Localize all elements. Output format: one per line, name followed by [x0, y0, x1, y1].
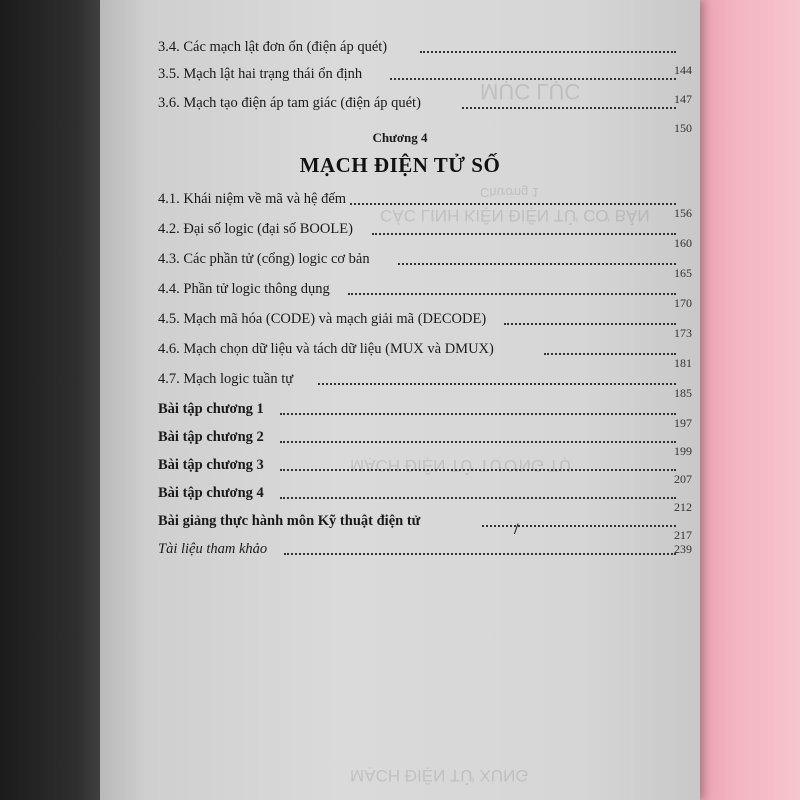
toc-entry: [158, 398, 692, 430]
toc-entry: [158, 308, 692, 340]
toc-entry: [158, 538, 692, 560]
chapter-label: Chương 4: [372, 130, 428, 145]
toc-entry-page: 144: [674, 63, 692, 77]
dot-leader: [398, 263, 676, 265]
dot-leader: [280, 469, 676, 471]
dot-leader: [318, 383, 676, 385]
toc-entry: [158, 510, 692, 542]
toc-entry-label: 4.6. Mạch chọn dữ liệu và tách dữ liệu (MUX và DMUX): [158, 341, 494, 357]
toc-entry-label: Bài tập chương 2: [158, 429, 264, 445]
show-through-title-2: MẠCH ĐIỆN TỬ TƯƠNG TỰ: [350, 456, 574, 475]
toc-entry-label: Bài tập chương 4: [158, 485, 264, 501]
right-background: [695, 0, 800, 800]
dot-leader: [372, 233, 676, 235]
toc-entry-page: 239: [674, 542, 692, 556]
toc-entry-label: Bài tập chương 3: [158, 457, 264, 473]
toc-entry: [158, 368, 692, 400]
toc-entry-label: 4.7. Mạch logic tuần tự: [158, 371, 294, 387]
toc-entry-label: 4.1. Khái niệm về mã và hệ đếm: [158, 191, 347, 207]
dot-leader: [504, 323, 676, 325]
chapter-title: MẠCH ĐIỆN TỬ SỐ: [299, 153, 501, 177]
dot-leader: [284, 553, 676, 555]
toc-entry-page: 147: [674, 92, 692, 106]
toc-entry-label: Tài liệu tham khảo: [158, 541, 268, 557]
toc-entry: [158, 248, 692, 280]
dot-leader: [348, 293, 676, 295]
dot-leader: [420, 51, 676, 53]
toc-entry-label: 4.4. Phần tử logic thông dụng: [158, 281, 330, 297]
left-background: [0, 0, 112, 800]
dot-leader: [280, 497, 676, 499]
toc-entry-label: 4.3. Các phần tử (cổng) logic cơ bản: [158, 251, 370, 267]
dot-leader: [280, 441, 676, 443]
toc-entry-label: 3.4. Các mạch lật đơn ổn (điện áp quét): [158, 39, 388, 55]
toc-entry-page: 160: [674, 236, 692, 250]
toc-entry-label: Bài giảng thực hành môn Kỹ thuật điện tử: [158, 513, 421, 529]
toc-entry-page: 185: [674, 386, 692, 400]
toc-entry: [158, 482, 692, 514]
toc-entry-page: 165: [674, 266, 692, 280]
pencil-mark: /: [514, 521, 519, 538]
toc-entry-label: Bài tập chương 1: [158, 401, 264, 417]
toc-entry-label: 3.5. Mạch lật hai trạng thái ổn định: [158, 66, 363, 82]
toc-entry-page: 156: [674, 206, 692, 220]
dot-leader: [390, 78, 676, 80]
toc-entry: [158, 426, 692, 458]
toc-entry: [158, 63, 692, 85]
toc-entry-page: 150: [674, 121, 692, 135]
dot-leader: [544, 353, 676, 355]
toc-entry: [158, 338, 692, 370]
toc-entry-label: 4.2. Đại số logic (đại số BOOLE): [158, 221, 353, 237]
toc-entry: [158, 454, 692, 486]
show-through-chapter: Chương 1: [480, 185, 540, 200]
toc-entry-label: 3.6. Mạch tạo điện áp tam giác (điện áp quét): [158, 95, 421, 111]
dot-leader: [350, 203, 676, 205]
toc-entry-page: 212: [674, 500, 692, 514]
toc-entry-page: 170: [674, 296, 692, 310]
toc-entry-page: 197: [674, 416, 692, 430]
toc-entry: [158, 92, 692, 114]
toc-entry-page: 181: [674, 356, 692, 370]
toc-entry-page: 173: [674, 326, 692, 340]
toc-entry-label: 4.5. Mạch mã hóa (CODE) và mạch giải mã (DECODE): [158, 311, 487, 327]
toc-entry-page: 207: [674, 472, 692, 486]
toc-entry: [158, 278, 692, 310]
show-through-heading: MỤC LỤC: [480, 79, 581, 104]
toc-entry: [158, 36, 680, 58]
dot-leader: [462, 107, 676, 109]
dot-leader: [280, 413, 676, 415]
toc-entry-page: 199: [674, 444, 692, 458]
dot-leader: [482, 525, 676, 527]
toc-entry-page: 217: [674, 528, 692, 542]
toc-entry: [158, 218, 692, 250]
show-through-title-3: MẠCH ĐIỆN TỬ XUNG: [350, 766, 529, 785]
show-through-title: CÁC LINH KIỆN ĐIỆN TỬ CƠ BẢN: [380, 206, 650, 225]
